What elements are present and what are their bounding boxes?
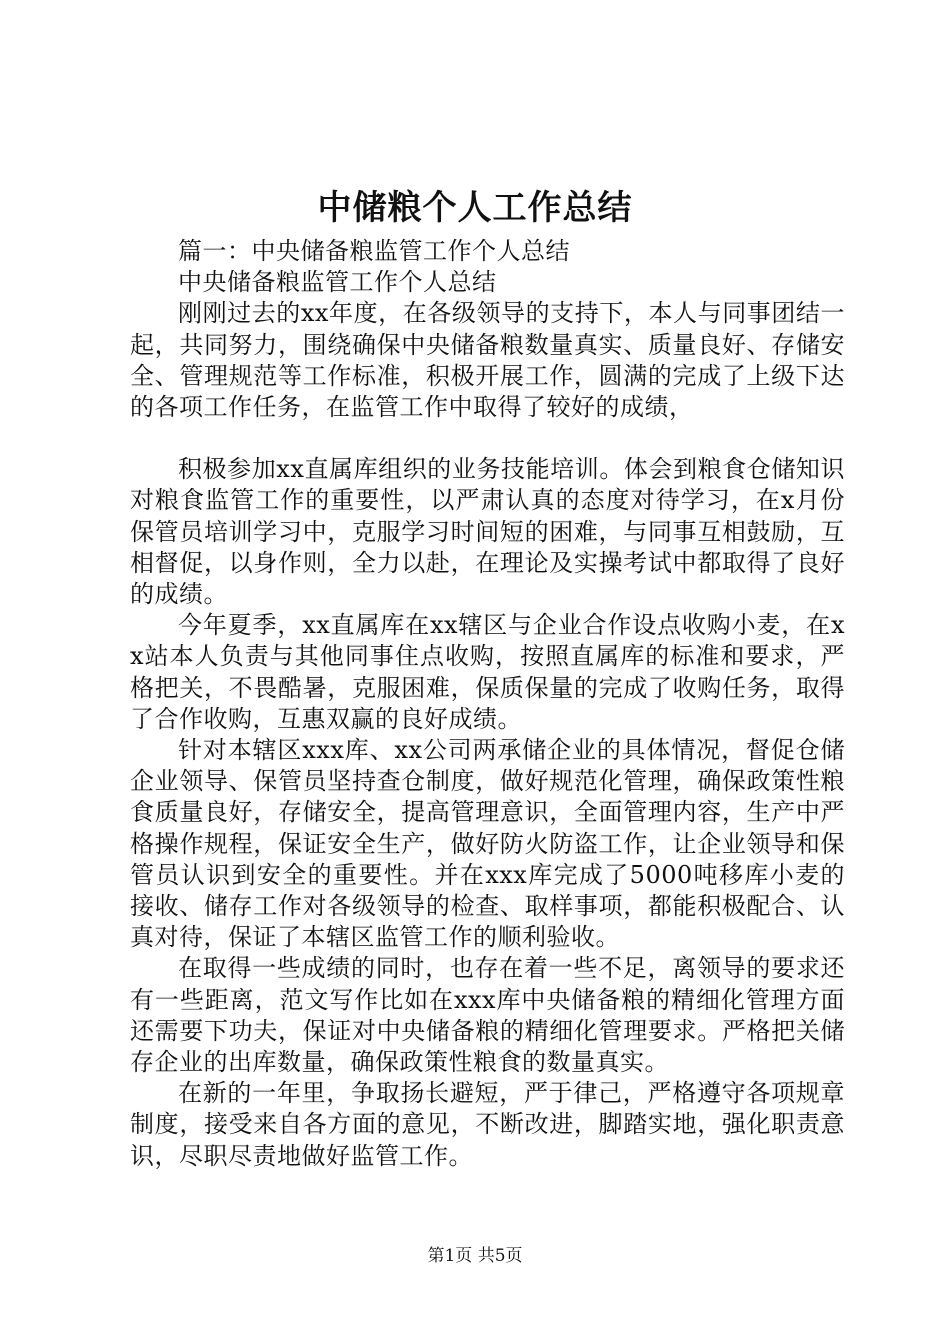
page-number: 第1页 共5页 <box>427 1246 523 1266</box>
paragraph-training: 积极参加xx直属库组织的业务技能培训。体会到粮食仓储知识对粮食监管工作的重要性，以严肃认真的态度对待学习，在x月份保管员培训学习中，克服学习时间短的困难，与同事互相鼓励，互相督促，以身作则，全力以赴，在理论及实操考试中都取得了良好的成绩。 <box>130 455 845 609</box>
section-heading: 篇一：中央储备粮监管工作个人总结 <box>178 237 570 265</box>
subtitle: 中央储备粮监管工作个人总结 <box>178 268 497 297</box>
paragraph-new-year: 在新的一年里，争取扬长避短，严于律己，严格遵守各项规章制度，接受来自各方面的意见，不断改进，脚踏实地，强化职责意识，尽职尽责地做好监管工作。 <box>130 1079 845 1170</box>
paragraph-shortcomings: 在取得一些成绩的同时，也存在着一些不足，离领导的要求还有一些距离，范文写作比如在xxx库中央储备粮的精细化管理方面还需要下功夫，保证对中央储备粮的精细化管理要求。严格把关储存企业的出库数量，确保政策性粮食的数量真实。 <box>130 954 845 1077</box>
paragraph-supervision: 针对本辖区xxx库、xx公司两承储企业的具体情况，督促仓储企业领导、保管员坚持查仓制度，做好规范化管理，确保政策性粮食质量良好，存储安全，提高管理意识，全面管理内容，生产中严格操作规程，保证安全生产，做好防火防盗工作，让企业领导和保管员认识到安全的重要性。并在xxx库完成了5000吨移库小麦的接收、储存工作对各级领导的检查、取样事项，都能积极配合、认真对待，保证了本辖区监管工作的顺利验收。 <box>130 736 845 952</box>
document-body <box>130 236 845 1172</box>
document-title: 中储粮个人工作总结 <box>317 188 633 228</box>
paragraph-intro: 刚刚过去的xx年度，在各级领导的支持下，本人与同事团结一起，共同努力，围绕确保中央储备粮数量真实、质量良好、存储安全、管理规范等工作标准，积极开展工作，圆满的完成了上级下达的各项工作任务，在监管工作中取得了较好的成绩， <box>130 299 845 422</box>
paragraph-purchase: 今年夏季，xx直属库在xx辖区与企业合作设点收购小麦，在xx站本人负责与其他同事住点收购，按照直属库的标准和要求，严格把关，不畏酷暑，克服困难，保质保量的完成了收购任务，取得了合作收购，互惠双赢的良好成绩。 <box>130 611 845 733</box>
